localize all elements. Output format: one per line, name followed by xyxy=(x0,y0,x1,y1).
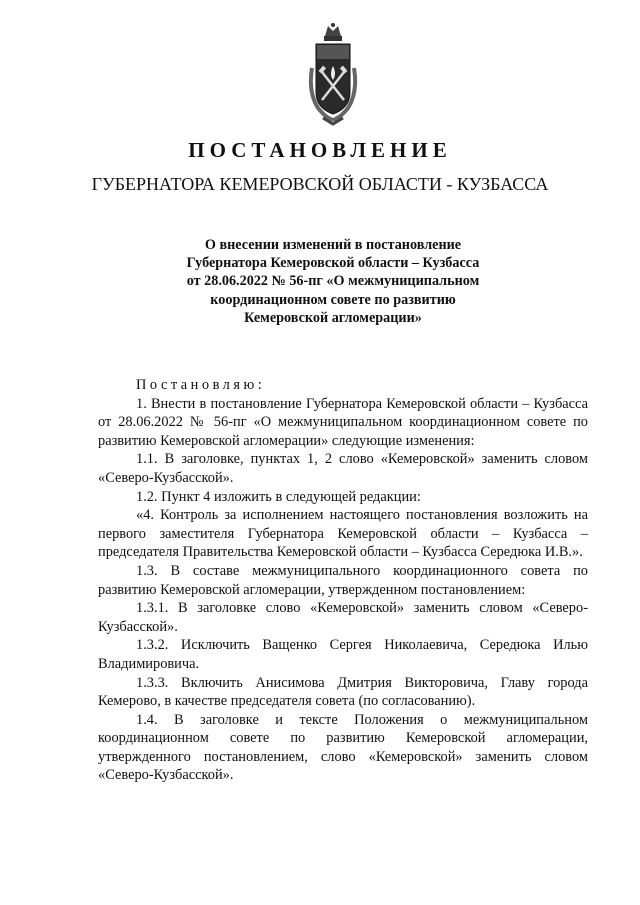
paragraph-1: 1. Внести в постановление Губернатора Кемеровской области – Кузбасса от 28.06.2022 № 56-пг «О межмуниципальном координационном совете по развитию Кемеровской агломерации» следующие изменения: xyxy=(98,395,588,449)
heading-line: Губернатора Кемеровской области – Кузбасса xyxy=(186,255,480,272)
document-title: ПОСТАНОВЛЕНИЕ xyxy=(188,138,452,162)
paragraph-1-3-2: 1.3.2. Исключить Ващенко Сергея Николаевича, Середюка Илью Владимировича. xyxy=(98,637,588,672)
paragraph-1-2-quote: «4. Контроль за исполнением настоящего постановления возложить на первого заместителя Губернатора Кемеровской области – Кузбасса – председателя Правительства Кемеровской области – Кузбасса Середюка И.В.». xyxy=(98,507,588,561)
heading-line: от 28.06.2022 № 56-пг «О межмуниципальном xyxy=(186,273,480,290)
document-issuer: ГУБЕРНАТОРА КЕМЕРОВСКОЙ ОБЛАСТИ - КУЗБАССА xyxy=(91,174,549,194)
coat-of-arms-icon xyxy=(306,22,360,126)
paragraph-1-3: 1.3. В составе межмуниципального координационного совета по развитию Кемеровской агломерации, утвержденном постановлением: xyxy=(98,562,588,598)
document-heading xyxy=(170,236,496,327)
decree-intro: Постановляю: xyxy=(136,377,266,393)
paragraph-1-2: 1.2. Пункт 4 изложить в следующей редакции: xyxy=(136,488,421,505)
paragraph-1-1: 1.1. В заголовке, пунктах 1, 2 слово «Кемеровской» заменить словом «Северо-Кузбасской». xyxy=(98,451,588,486)
paragraph-1-3-1: 1.3.1. В заголовке слово «Кемеровской» заменить словом «Северо-Кузбасской». xyxy=(98,600,588,635)
heading-line: О внесении изменений в постановление xyxy=(204,237,462,253)
heading-line: координационном совете по развитию xyxy=(210,291,456,308)
heading-line: Кемеровской агломерации» xyxy=(244,309,422,326)
document-body xyxy=(98,376,588,785)
paragraph-1-4: 1.4. В заголовке и тексте Положения о межмуниципальном координационном совете по развитию Кемеровской агломерации, утвержденного постановлением, слово «Кемеровской» заменить словом «Северо-Кузбасской». xyxy=(98,711,588,784)
paragraph-1-3-3: 1.3.3. Включить Анисимова Дмитрия Викторовича, Главу города Кемерово, в качестве председателя совета (по согласованию). xyxy=(98,674,588,710)
